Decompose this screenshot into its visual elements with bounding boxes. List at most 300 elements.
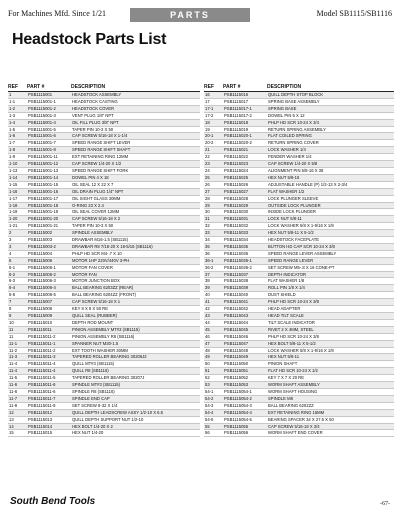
ref-cell: 11-2 xyxy=(8,347,27,354)
ref-cell: 6-4 xyxy=(8,285,27,292)
part-number-cell: PSB1115006-3 xyxy=(27,278,71,285)
description-cell: HEADSTOCK CASTING xyxy=(71,98,200,105)
table-row xyxy=(204,119,394,126)
table-row xyxy=(8,361,200,368)
ref-cell: 11-4 xyxy=(8,361,27,368)
description-cell: LOCK WASHER 5/8 X 1-9/16 X 1/8 xyxy=(267,223,394,230)
ref-cell: 36-2 xyxy=(204,264,223,271)
part-number-cell: PSB1115036 xyxy=(223,250,267,257)
ref-cell: 17-1 xyxy=(204,105,223,112)
table-row xyxy=(204,195,394,202)
table-header xyxy=(8,83,200,92)
ref-cell: 11 xyxy=(8,333,27,340)
part-number-cell: PSB1115054-4 xyxy=(223,409,267,416)
part-number-cell: PSB1115001-1 xyxy=(27,98,71,105)
ref-cell: 52 xyxy=(204,375,223,382)
ref-cell: 56 xyxy=(204,430,223,437)
ref-cell: 54-3 xyxy=(204,402,223,409)
table-row xyxy=(8,126,200,133)
ref-cell: 11-6 xyxy=(8,388,27,395)
table-row xyxy=(204,230,394,237)
description-cell: TILT SCALE INDICATOR xyxy=(267,319,394,326)
ref-cell: 34 xyxy=(204,237,223,244)
description-cell: ALIGNMENT PIN 5/8-16 X 38 xyxy=(267,167,394,174)
description-cell: DOWEL PIN 4 X 18 xyxy=(71,174,200,181)
ref-cell: 1-9 xyxy=(8,154,27,161)
ref-cell: 1-19 xyxy=(8,209,27,216)
description-header: DESCRIPTION xyxy=(71,83,200,92)
ref-cell: 1-5 xyxy=(8,126,27,133)
ref-cell: 1 xyxy=(8,92,27,99)
ref-cell: 42 xyxy=(204,306,223,313)
description-cell: MOTOR JUNCTION BOX xyxy=(71,278,200,285)
section-band: PARTS xyxy=(130,8,250,22)
description-cell: LOCK WASHER 5/8 X 1-9/16 X 1/8 xyxy=(267,347,394,354)
table-row xyxy=(8,154,200,161)
part-header: PART # xyxy=(223,83,267,92)
part-number-cell: PSB1115007 xyxy=(27,299,71,306)
part-number-cell: PSB1115034 xyxy=(223,237,267,244)
table-row xyxy=(8,250,200,257)
table-row xyxy=(204,333,394,340)
description-cell: OUTSIDE LOCK PLUNGER xyxy=(267,202,394,209)
ref-cell: 48 xyxy=(204,347,223,354)
part-number-cell: PSB1115001-15 xyxy=(27,181,71,188)
part-number-cell: PSB1115011-4 xyxy=(27,361,71,368)
ref-cell: 51 xyxy=(204,368,223,375)
ref-cell: 17-2 xyxy=(204,112,223,119)
table-row xyxy=(8,209,200,216)
ref-cell: 25 xyxy=(204,174,223,181)
table-row xyxy=(204,340,394,347)
table-row xyxy=(204,430,394,437)
description-cell: OIL SEAL COVER 12MM xyxy=(71,209,200,216)
part-number-cell: PSB1115011-4 xyxy=(27,368,71,375)
table-row xyxy=(8,264,200,271)
table-row xyxy=(204,202,394,209)
part-number-cell: PSB1115028 xyxy=(223,195,267,202)
part-number-cell: PSB1115056 xyxy=(223,430,267,437)
description-cell: BUTTON HD CAP SCR 10-24 X 3/8 xyxy=(267,243,394,250)
part-number-cell: PSB1115054-1 xyxy=(223,388,267,395)
table-row xyxy=(204,105,394,112)
description-cell: CAP SCREW 5/16-18 X 1-1/4 xyxy=(71,133,200,140)
description-cell: OIL SEAL 12 X 22 X 7 xyxy=(71,181,200,188)
description-cell: BALL BEARING 6204ZZ (FRONT) xyxy=(71,292,200,299)
description-cell: SPINDLE R8 (SB1116) xyxy=(71,388,200,395)
description-cell: HEX BOLT 1/4-20 X 2 xyxy=(71,423,200,430)
ref-cell: 14 xyxy=(8,423,27,430)
table-row xyxy=(8,423,200,430)
page-title: Headstock Parts List xyxy=(12,31,167,48)
description-cell: DUST SHIELD xyxy=(267,292,394,299)
description-cell: DEPTH INDICATOR xyxy=(267,271,394,278)
description-cell: QUILL DEPTH LEADSCREW ASSY 1/2-10 X 6.5 xyxy=(71,409,200,416)
description-cell: PHLP HD SCR 10-24 X 3/4 xyxy=(267,119,394,126)
ref-cell: 54-1 xyxy=(204,388,223,395)
part-number-cell: PSB1115032 xyxy=(223,223,267,230)
page-number: -67- xyxy=(380,501,390,507)
ref-cell: 41 xyxy=(204,299,223,306)
part-number-cell: PSB1115020-2 xyxy=(223,140,267,147)
table-row xyxy=(8,98,200,105)
ref-cell: 11-8 xyxy=(8,402,27,409)
part-number-cell: PSB1115001-5 xyxy=(27,126,71,133)
description-cell: HEADSTOCK ASSEMBLY xyxy=(71,92,200,99)
description-cell: DEPTH ROD MOUNT xyxy=(71,319,200,326)
part-number-cell: PSB1115026 xyxy=(223,181,267,188)
description-cell: ROLL PIN 1/8 X 1/4 xyxy=(267,285,394,292)
ref-cell: 1-1 xyxy=(8,98,27,105)
description-cell: QUILL DEPTH SUPPORT NUT 1/2-10 xyxy=(71,416,200,423)
table-row xyxy=(8,278,200,285)
ref-header: REF xyxy=(204,83,223,92)
ref-cell: 37 xyxy=(204,271,223,278)
ref-cell: 11-4 xyxy=(8,368,27,375)
part-number-cell: PSB1115011-6 xyxy=(27,382,71,389)
ref-cell: 35 xyxy=(204,243,223,250)
description-cell: QUILL SEAL (RUBBER) xyxy=(71,313,200,320)
part-number-cell: PSB1115001-16 xyxy=(27,188,71,195)
part-number-cell: PSB1115001-2 xyxy=(27,105,71,112)
description-cell: PINION ASSEMBLY R8 (SB1116) xyxy=(71,333,200,340)
ref-cell: 49 xyxy=(204,354,223,361)
description-cell: RETURN SPRING COVER xyxy=(267,140,394,147)
table-row xyxy=(204,209,394,216)
description-cell: BALL BEARING 6202ZZ xyxy=(267,402,394,409)
table-row xyxy=(204,347,394,354)
description-cell: HEADSTOCK COVER xyxy=(71,105,200,112)
table-row xyxy=(8,292,200,299)
description-cell: HEAD ADAPTER xyxy=(267,306,394,313)
description-cell: LOCK PLUNGER SLEEVE xyxy=(267,195,394,202)
part-number-cell: PSB1115003-2 xyxy=(27,243,71,250)
table-row xyxy=(8,133,200,140)
ref-cell: 46 xyxy=(204,333,223,340)
description-cell: SPEED RANGE LEVER xyxy=(267,257,394,264)
table-row xyxy=(8,147,200,154)
description-cell: CAP SCREW 5/16-18 X 1 xyxy=(71,299,200,306)
ref-cell: 1-3 xyxy=(8,112,27,119)
part-number-cell: PSB1115055 xyxy=(223,423,267,430)
description-cell: LOCK NUT 5/8-11 xyxy=(267,216,394,223)
part-number-cell: PSB1115016 xyxy=(223,92,267,99)
ref-cell: 3 xyxy=(8,243,27,250)
part-number-cell: PSB1115021 xyxy=(223,147,267,154)
part-number-cell: PSB1115004 xyxy=(27,250,71,257)
part-number-cell: PSB1115017-1 xyxy=(223,105,267,112)
description-cell: KEY 7 X 7 X 20 RE xyxy=(267,375,394,382)
ref-cell: 54-5 xyxy=(204,416,223,423)
table-row xyxy=(204,292,394,299)
ref-cell: 1-7 xyxy=(8,140,27,147)
part-number-cell: PSB1115013 xyxy=(27,416,71,423)
part-number-cell: PSB1115023 xyxy=(223,161,267,168)
description-cell: HEX BOLT 5/8-11 X 5-1/2 xyxy=(267,340,394,347)
ref-cell: 28 xyxy=(204,195,223,202)
part-number-cell: PSB1115001-3 xyxy=(27,112,71,119)
part-number-cell: PSB1115006-5 xyxy=(27,292,71,299)
description-cell: SPINDLE END CAP xyxy=(71,395,200,402)
table-row xyxy=(204,161,394,168)
part-number-cell: PSB1115018 xyxy=(223,119,267,126)
part-number-cell: PSB1115046 xyxy=(223,333,267,340)
description-cell: ADJUSTABLE HANDLE (P) 1/2-13 X 2-3/4 xyxy=(267,181,394,188)
table-row xyxy=(204,126,394,133)
part-number-cell: PSB1115001-17 xyxy=(27,195,71,202)
description-cell: FLAT WASHER 1/2 xyxy=(267,188,394,195)
ref-cell: 53 xyxy=(204,382,223,389)
part-number-cell: PSB1115053 xyxy=(223,382,267,389)
ref-cell: 32 xyxy=(204,223,223,230)
ref-cell: 27 xyxy=(204,188,223,195)
ref-cell: 12 xyxy=(8,409,27,416)
description-cell: O-RING 23 X 2.4 xyxy=(71,202,200,209)
ref-cell: 11 xyxy=(8,326,27,333)
table-row xyxy=(8,333,200,340)
description-cell: PHLP HD SCR 10-24 X 3/8 xyxy=(267,333,394,340)
table-row xyxy=(204,354,394,361)
part-number-cell: PSB1115001-13 xyxy=(27,167,71,174)
ref-cell: 11-6 xyxy=(8,382,27,389)
table-row xyxy=(8,237,200,244)
description-cell: FLAT WASHER 1/8 xyxy=(267,278,394,285)
ref-cell: 24 xyxy=(204,167,223,174)
description-cell: SPEED RANGE SHIFT SHAFT xyxy=(71,147,200,154)
table-row xyxy=(8,388,200,395)
part-number-cell: PSB1115048 xyxy=(223,347,267,354)
table-row xyxy=(8,313,200,320)
table-row xyxy=(8,195,200,202)
part-number-cell: PSB1115031 xyxy=(223,216,267,223)
table-row xyxy=(8,368,200,375)
table-row xyxy=(204,250,394,257)
description-cell: CAP SCREW 1/4-20 X 5/8 xyxy=(267,161,394,168)
table-row xyxy=(204,285,394,292)
table-row xyxy=(8,375,200,382)
table-row xyxy=(8,105,200,112)
part-number-cell: PSB1115042 xyxy=(223,306,267,313)
part-number-cell: PSB1115015 xyxy=(27,430,71,437)
ref-cell: 6-5 xyxy=(8,292,27,299)
ref-cell: 1-4 xyxy=(8,119,27,126)
part-number-cell: PSB1115006 xyxy=(27,257,71,264)
table-row xyxy=(204,382,394,389)
table-row xyxy=(8,319,200,326)
ref-cell: 1-14 xyxy=(8,174,27,181)
ref-cell: 1-20 xyxy=(8,216,27,223)
description-cell: SET SCREW 8-32 X 1/4 xyxy=(71,402,200,409)
table-row xyxy=(204,257,394,264)
description-cell: SPEED RANGE LEVER ASSEMBLY xyxy=(267,250,394,257)
description-cell: PINION SHAFT xyxy=(267,361,394,368)
ref-cell: 18 xyxy=(204,119,223,126)
table-row xyxy=(8,416,200,423)
ref-cell: 38 xyxy=(204,278,223,285)
part-number-cell: PSB1115036-2 xyxy=(223,264,267,271)
description-cell: PHLP HD SCR M4-.7 X 10 xyxy=(71,250,200,257)
ref-cell: 45 xyxy=(204,326,223,333)
ref-cell: 20-1 xyxy=(204,133,223,140)
description-cell: LOCK WASHER 1/4 xyxy=(267,147,394,154)
ref-cell: 3 xyxy=(8,237,27,244)
ref-cell: 1-16 xyxy=(8,188,27,195)
description-cell: OIL FILL PLUG 3/8" NPT xyxy=(71,119,200,126)
table-row xyxy=(8,112,200,119)
part-number-cell: PSB1115029 xyxy=(223,202,267,209)
part-number-cell: PSB1115001-21 xyxy=(27,223,71,230)
table-row xyxy=(204,423,394,430)
part-number-cell: PSB1115025 xyxy=(223,174,267,181)
table-row xyxy=(8,326,200,333)
ref-cell: 1-15 xyxy=(8,181,27,188)
description-cell: QUILL R8 (SB1116) xyxy=(71,368,200,375)
ref-cell: 26 xyxy=(204,181,223,188)
table-row xyxy=(8,347,200,354)
description-cell: SPINDLE MT#3 (SB1115) xyxy=(71,382,200,389)
part-header: PART # xyxy=(27,83,71,92)
table-row xyxy=(8,409,200,416)
description-cell: PINION ASSEMBLY MT#3 (SB1115) xyxy=(71,326,200,333)
table-row xyxy=(204,299,394,306)
table-row xyxy=(8,243,200,250)
description-cell: CAP SCREW 5/16-18 X 3/4 xyxy=(267,423,394,430)
part-number-cell: PSB1115010 xyxy=(27,319,71,326)
ref-header: REF xyxy=(8,83,27,92)
table-row xyxy=(204,402,394,409)
part-number-cell: PSB1115030 xyxy=(223,209,267,216)
part-number-cell: PSB1115011-2 xyxy=(27,347,71,354)
ref-cell: 16 xyxy=(204,92,223,99)
table-row xyxy=(204,395,394,402)
part-number-cell: PSB1115033 xyxy=(223,230,267,237)
ref-cell: 33 xyxy=(204,230,223,237)
part-number-cell: PSB1115014 xyxy=(27,423,71,430)
ref-cell: 40 xyxy=(204,292,223,299)
part-number-cell: PSB1115011-3 xyxy=(27,354,71,361)
description-cell: MOTOR FAN COVER xyxy=(71,264,200,271)
table-row xyxy=(8,167,200,174)
ref-cell: 19 xyxy=(204,126,223,133)
part-number-cell: PSB1115054-5 xyxy=(223,416,267,423)
parts-table-right xyxy=(204,83,394,437)
description-cell: VENT PLUG 1/8" NPT xyxy=(71,112,200,119)
table-row xyxy=(204,154,394,161)
ref-cell: 54-2 xyxy=(204,395,223,402)
ref-cell: 29 xyxy=(204,202,223,209)
table-header xyxy=(204,83,394,92)
part-number-cell: PSB1115011-5 xyxy=(27,375,71,382)
description-cell: SPINDLE M8 xyxy=(267,395,394,402)
table-row xyxy=(204,237,394,244)
description-cell: EXT RETAINING RING 15MM xyxy=(267,409,394,416)
table-row xyxy=(8,257,200,264)
part-number-cell: PSB1115054-2 xyxy=(223,395,267,402)
table-row xyxy=(204,92,394,99)
table-row xyxy=(204,147,394,154)
description-cell: FLAT COILED SPRING xyxy=(267,133,394,140)
table-row xyxy=(8,340,200,347)
description-cell: MOTOR 1HP 220V/440V 3-PH xyxy=(71,257,200,264)
description-cell: EXT RETAINING RING 12MM xyxy=(71,154,200,161)
table-row xyxy=(204,112,394,119)
ref-cell: 43 xyxy=(204,313,223,320)
ref-cell: 1-17 xyxy=(8,195,27,202)
table-row xyxy=(8,181,200,188)
table-row xyxy=(204,368,394,375)
ref-cell: 44 xyxy=(204,319,223,326)
ref-cell: 1-6 xyxy=(8,133,27,140)
part-number-cell: PSB1115011-6 xyxy=(27,388,71,395)
ref-cell: 54-4 xyxy=(204,409,223,416)
description-cell: HEX NUT 5/8-16 xyxy=(267,174,394,181)
table-row xyxy=(204,375,394,382)
part-number-cell: PSB1115001-7 xyxy=(27,140,71,147)
ref-cell: 8 xyxy=(8,306,27,313)
part-number-cell: PSB1115037 xyxy=(223,271,267,278)
part-number-cell: PSB1115019 xyxy=(223,126,267,133)
description-cell: DRAWBAR M16-1.5 (SB1115) xyxy=(71,237,200,244)
ref-cell: 17 xyxy=(204,98,223,105)
ref-cell: 36-1 xyxy=(204,257,223,264)
ref-cell: 47 xyxy=(204,340,223,347)
part-number-cell: PSB1115001-12 xyxy=(27,161,71,168)
description-cell: SPINDLE ASSEMBLY xyxy=(71,230,200,237)
table-row xyxy=(8,216,200,223)
description-cell: WORM SHAFT HOUSING xyxy=(267,388,394,395)
description-cell: BALL BEARING 6203ZZ (REAR) xyxy=(71,285,200,292)
part-number-cell: PSB1115050 xyxy=(223,361,267,368)
part-number-cell: PSB1115020-1 xyxy=(223,133,267,140)
ref-cell: 1-21 xyxy=(8,223,27,230)
ref-cell: 10 xyxy=(8,319,27,326)
table-row xyxy=(8,285,200,292)
description-header: DESCRIPTION xyxy=(267,83,394,92)
table-row xyxy=(204,167,394,174)
table-row xyxy=(8,271,200,278)
part-number-cell: PSB1115011-1 xyxy=(27,340,71,347)
parts-table-left xyxy=(8,83,200,437)
table-row xyxy=(8,140,200,147)
part-number-cell: PSB1115017-2 xyxy=(223,112,267,119)
ref-cell: 11-5 xyxy=(8,375,27,382)
table-row xyxy=(204,188,394,195)
description-cell: TAPER PIN 10-3 X 50 xyxy=(71,223,200,230)
ref-cell: 30 xyxy=(204,209,223,216)
part-number-cell: PSB1115024 xyxy=(223,167,267,174)
description-cell: SET SCREW M5-.8 X 16 CONE-PT xyxy=(267,264,394,271)
description-cell: SPRING BASE xyxy=(267,105,394,112)
ref-cell: 11-3 xyxy=(8,354,27,361)
table-row xyxy=(204,409,394,416)
part-number-cell: PSB1115049 xyxy=(223,354,267,361)
ref-cell: 1-18 xyxy=(8,202,27,209)
description-cell: QUILL MT#3 (SB1115) xyxy=(71,361,200,368)
ref-cell: 11-1 xyxy=(8,340,27,347)
part-number-cell: PSB1115017 xyxy=(223,98,267,105)
description-cell: WORM SHAFT END COVER xyxy=(267,430,394,437)
description-cell: FENDER WASHER 1/4 xyxy=(267,154,394,161)
description-cell: HEX NUT 5/8-11 X 5-1/2 xyxy=(267,230,394,237)
ref-cell: 1-8 xyxy=(8,147,27,154)
table-row xyxy=(204,416,394,423)
description-cell: SPEED RANGE SHIFT FORK xyxy=(71,167,200,174)
description-cell: FLAT HD SCR 10-24 X 1/2 xyxy=(267,368,394,375)
part-number-cell: PSB1115001-6 xyxy=(27,133,71,140)
part-number-cell: PSB1115003 xyxy=(27,237,71,244)
part-number-cell: PSB1115011 xyxy=(27,326,71,333)
table-row xyxy=(204,243,394,250)
